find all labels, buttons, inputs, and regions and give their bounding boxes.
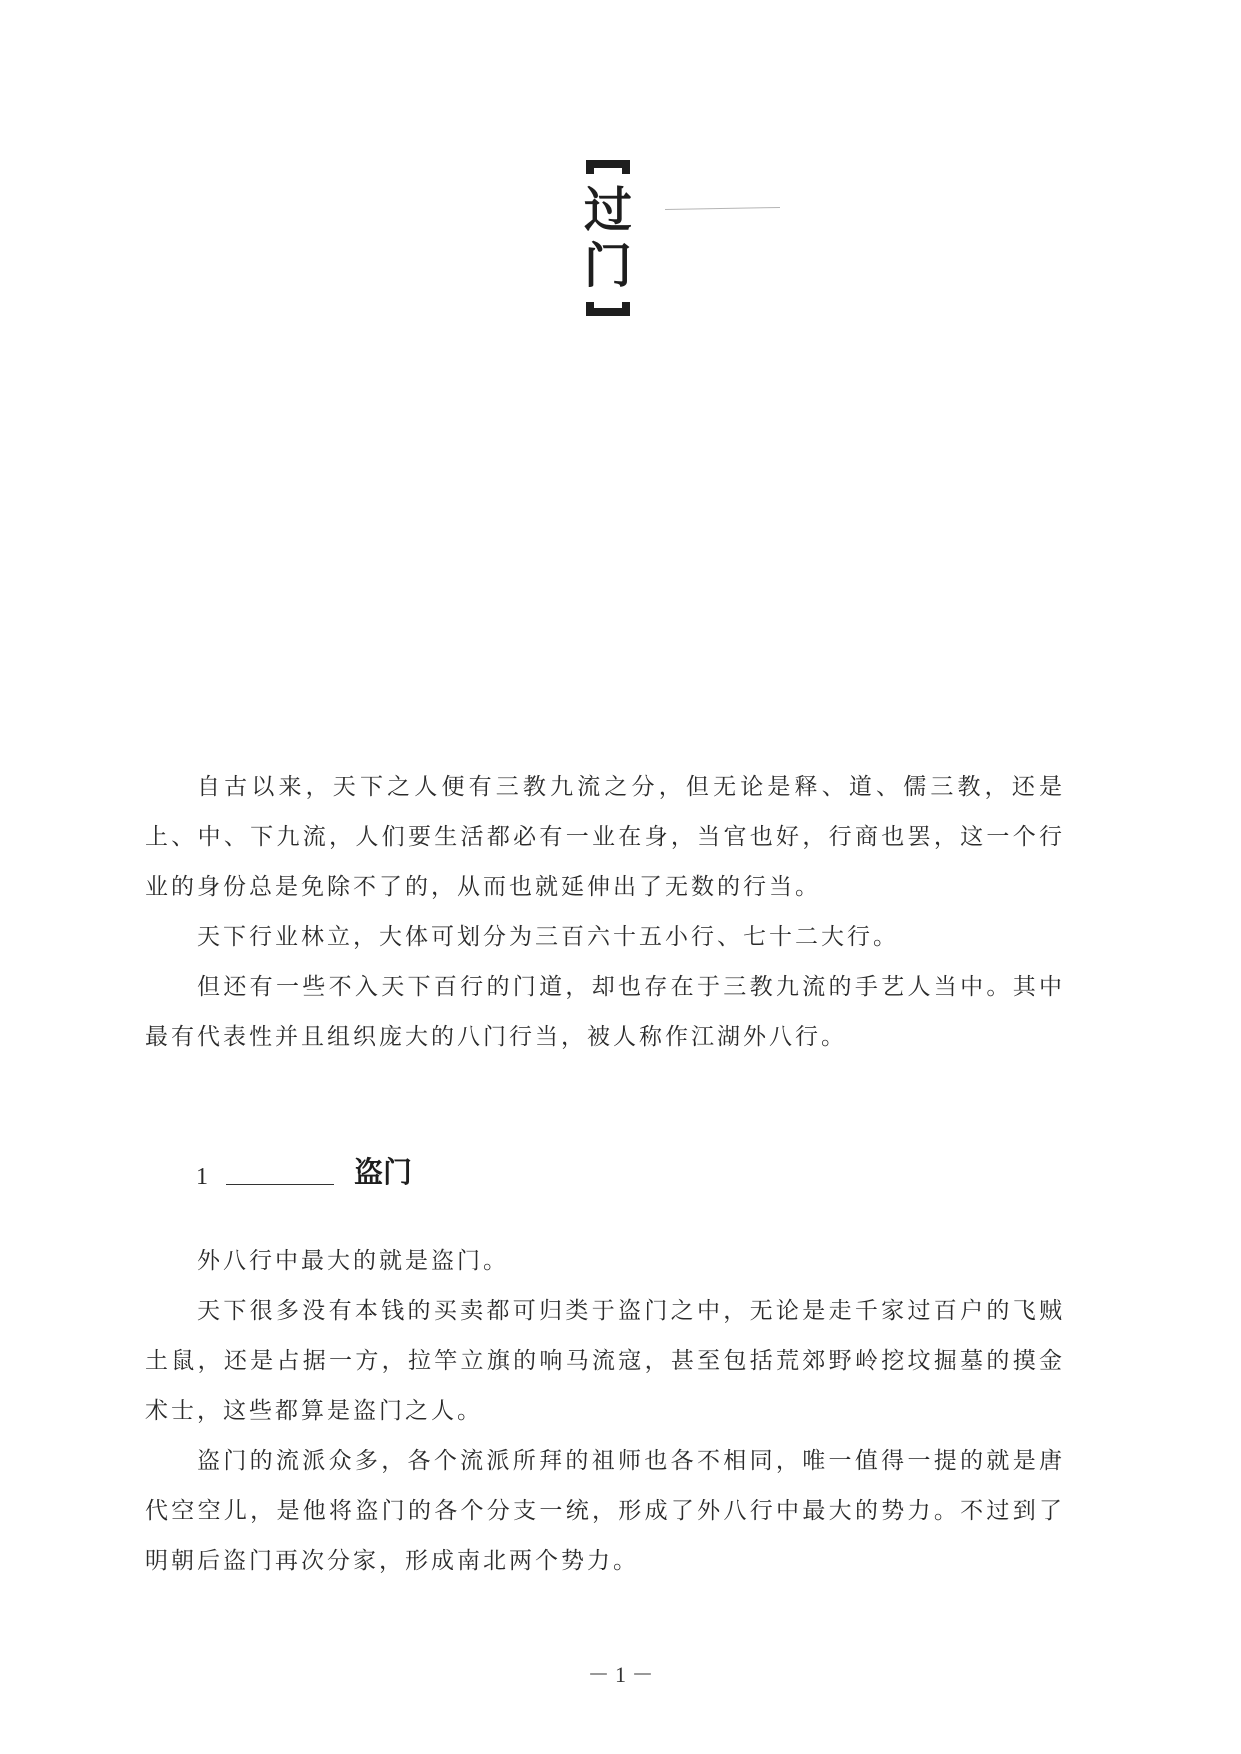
- chapter-title-char-1: 过: [583, 182, 632, 238]
- section-number: 1: [196, 1164, 208, 1190]
- intro-text: [145, 762, 1065, 1062]
- decorative-line: [665, 207, 780, 210]
- body-paragraph-1: 外八行中最大的就是盗门。: [197, 1248, 509, 1274]
- body-paragraph-2: 天下很多没有本钱的买卖都可归类于盗门之中，无论是走千家过百户的飞贼土鼠，还是占据一方，拉竿立旗的响马流寇，甚至包括荒郊野岭挖坟掘墓的摸金术士，这些都算是盗门之人。: [145, 1298, 1065, 1424]
- section-title: 盗门: [354, 1155, 413, 1189]
- section-body-text: [145, 1236, 1065, 1586]
- section-rule: [226, 1184, 334, 1185]
- intro-paragraph-2: 天下行业林立，大体可划分为三百六十五小行、七十二大行。: [197, 924, 899, 950]
- section-heading: [196, 1150, 412, 1191]
- close-bracket-mark: [586, 302, 630, 316]
- intro-paragraph-3: 但还有一些不入天下百行的门道，却也存在于三教九流的手艺人当中。其中最有代表性并且组织庞大的八门行当，被人称作江湖外八行。: [145, 974, 1065, 1050]
- chapter-title-char-2: 门: [583, 238, 632, 294]
- body-paragraph-3: 盗门的流派众多，各个流派所拜的祖师也各不相同，唯一值得一提的就是唐代空空儿，是他将盗门的各个分支一统，形成了外八行中最大的势力。不过到了明朝后盗门再次分家，形成南北两个势力。: [145, 1448, 1065, 1574]
- page-number: － 1 －: [587, 1662, 654, 1687]
- open-bracket-mark: [586, 160, 630, 174]
- chapter-title: [578, 160, 638, 316]
- intro-paragraph-1: 自古以来，天下之人便有三教九流之分，但无论是释、道、儒三教，还是上、中、下九流，人们要生活都必有一业在身，当官也好，行商也罢，这一个行业的身份总是免除不了的，从而也就延伸出了无数的行当。: [145, 774, 1065, 900]
